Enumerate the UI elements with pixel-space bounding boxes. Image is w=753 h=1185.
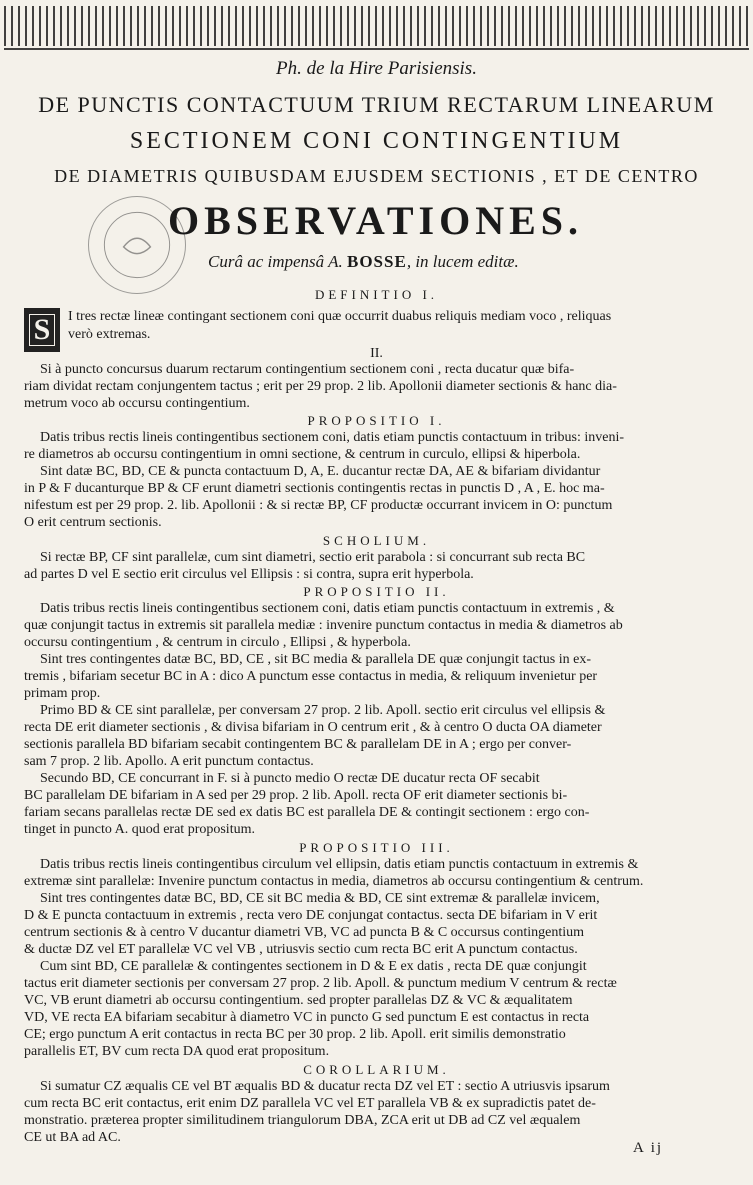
editor-pre: Curâ ac impensâ A. xyxy=(208,252,343,271)
text-line: recta DE erit diameter sectionis , & divisa bifariam in O centrum erit , & à centro O ducta OA diameter xyxy=(24,721,602,735)
text-line: occursu contingentium , & centrum in circulo , Ellipsi , & hyperbola. xyxy=(24,636,411,650)
text-line: parallelis ET, BV cum recta DA quod erat propositum. xyxy=(24,1045,330,1059)
text-line: nifestum est per 29 prop. 2. lib. Apollonii : & si rectæ BP, CF productæ occurrant invicem in O: punctum xyxy=(24,499,613,513)
top-ornament-border xyxy=(4,6,749,46)
text-line: tactus erit diameter sectionis per conversam 27 prop. 2 lib. Apoll. & punctum medium V centrum & rectæ xyxy=(24,977,617,991)
text-line: extremæ sint parallelæ: Invenire punctum contactus in media, diametros ab occursu contingentium & centrum. xyxy=(24,875,644,889)
text-line: CE; ergo punctum A erit contactus in recta BC per 30 prop. 2 lib. Apoll. erit similis demonstratio xyxy=(24,1028,566,1042)
text-line: SCHOLIUM. xyxy=(322,534,431,548)
text-line: PROPOSITIO I. xyxy=(307,414,446,428)
text-line: Sint datæ BC, BD, CE & puncta contactuum D, A, E. ducantur rectæ DA, AE & bifariam dividantur xyxy=(40,465,601,479)
text-line: sam 7 prop. 2 lib. Apollo. A erit punctum contactus. xyxy=(24,755,314,769)
text-line: tinget in puncto A. quod erat propositum. xyxy=(24,823,255,837)
text-line: primam prop. xyxy=(24,687,101,701)
author-line: Ph. de la Hire Parisiensis. xyxy=(276,58,477,79)
text-line: Sint tres contingentes datæ BC, BD, CE , sit BC media & parallela DE quæ conjungit tactus in ex- xyxy=(40,653,591,667)
text-line: BC parallelam DE bifariam in A sed per 29 prop. 2 lib. Apoll. recta OF erit diameter sectionis bi- xyxy=(24,789,568,803)
title-line-3: DE DIAMETRIS QUIBUSDAM EJUSDEM SECTIONIS , ET DE CENTRO xyxy=(54,166,699,186)
signature-mark: A ij xyxy=(633,1140,664,1156)
drop-capital xyxy=(24,308,60,352)
text-line: metrum voco ab occursu contingentium. xyxy=(24,397,250,411)
text-line: Cum sint BD, CE parallelæ & contingentes sectionem in D & E ex datis , recta DE quæ conjungit xyxy=(40,960,587,974)
text-line: Datis tribus rectis lineis contingentibus sectionem coni, datis etiam punctis contactuum in tribus: inveni- xyxy=(40,431,625,445)
editor-name: BOSSE xyxy=(347,252,407,271)
text-line: fariam secans parallelas rectæ DE sed ex datis BC est parallela DE & contingit sectionem : ergo con- xyxy=(24,806,590,820)
text-line: cum recta BC erit contactus, erit enim DZ parallela VC vel ET parallela VB & ex supradictis patet de- xyxy=(24,1097,596,1111)
text-line: II. xyxy=(370,347,383,361)
text-line: sectionis parallela BD bifariam secabit contingentem BC & parallelam DE in A ; ergo per conver- xyxy=(24,738,572,752)
text-line: re diametros ab occursu contingentium in omni sectione, & centrum in curculo, ellipsi & hiperbola. xyxy=(24,448,581,462)
text-line: & ductæ DZ vel ET parallelæ VC vel VB , utriusvis sectio cum recta BC erit A punctum contactus. xyxy=(24,943,578,957)
text-line: DEFINITIO I. xyxy=(314,288,439,302)
text-line: Si à puncto concursus duarum rectarum contingentium sectionem coni , recta ducatur quæ bifa- xyxy=(40,363,575,377)
text-line: Si rectæ BP, CF sint parallelæ, cum sint diametri, sectio erit parabola : si concurrant sub recta BC xyxy=(40,551,586,565)
text-line: PROPOSITIO III. xyxy=(299,841,454,855)
text-line: verò extremas. xyxy=(68,328,151,342)
editor-line xyxy=(208,252,519,272)
text-line: I tres rectæ lineæ contingant sectionem coni quæ occurrit duabus reliquis mediam voco , reliquas xyxy=(68,310,612,324)
text-line: monstratio. præterea propter similitudinem triangulorum DBA, ZCA erit ut DB ad CZ vel æqualem xyxy=(24,1114,581,1128)
text-line: Si sumatur CZ æqualis CE vel BT æqualis BD & ducatur recta DZ vel ET : sectio A utriusvis ipsarum xyxy=(40,1080,610,1094)
text-line: VD, VE recta EA bifariam secabitur à diametro VC in puncto G sed punctum E est contactus in recta xyxy=(24,1011,590,1025)
drop-capital-letter: S xyxy=(29,314,55,346)
text-line: COROLLARIUM. xyxy=(303,1063,450,1077)
editor-post: , in lucem editæ. xyxy=(406,252,519,271)
title-line-1: DE PUNCTIS CONTACTUUM TRIUM RECTARUM LINEARUM xyxy=(38,92,715,117)
text-line: quæ conjungit tactus in extremis sit parallela mediæ : invenire punctum contactus in media & diametros ab xyxy=(24,619,623,633)
title-line-2: SECTIONEM CONI CONTINGENTIUM xyxy=(129,128,624,154)
text-line: tremis , bifariam secetur BC in A : dico A punctum esse contactus in media, & reliquum invenietur per xyxy=(24,670,598,684)
text-line: Secundo BD, CE concurrant in F. si à puncto medio O rectæ DE ducatur recta OF secabit xyxy=(40,772,540,786)
text-line: Datis tribus rectis lineis contingentibus circulum vel ellipsin, datis etiam punctis contactuum in extremis & xyxy=(40,858,639,872)
text-line: Primo BD & CE sint parallelæ, per conversam 27 prop. 2 lib. Apoll. sectio erit circulus vel ellipsis & xyxy=(40,704,606,718)
text-line: ad partes D vel E sectio erit circulus vel Ellipsis : si contra, supra erit hyperbola. xyxy=(24,568,474,582)
text-line: riam dividat rectam conjungentem tactus ; erit per 29 prop. 2 lib. Apollonii diameter sectionis & hanc dia- xyxy=(24,380,617,394)
text-line: CE ut BA ad AC. xyxy=(24,1131,121,1145)
text-line: PROPOSITIO II. xyxy=(303,585,450,599)
text-line: Sint tres contingentes datæ BC, BD, CE sit BC media & BD, CE sint extremæ & parallelæ invicem, xyxy=(40,892,600,906)
text-line: VC, VB erunt diametri ab occursu contingentium. sed propter parallelas DZ & VC & æqualitatem xyxy=(24,994,573,1008)
text-line: Datis tribus rectis lineis contingentibus sectionem coni, datis etiam punctis contactuum in extremis , & xyxy=(40,602,615,616)
observationes-heading: OBSERVATIONES. xyxy=(168,198,584,243)
text-line: D & E puncta contactuum in extremis , recta vero DE conjungat contactus. secta DE bifariam in V erit xyxy=(24,909,598,923)
text-line: O erit centrum sectionis. xyxy=(24,516,162,530)
text-line: in P & F ducanturque BP & CF erunt diametri sectionis contingentis rectas in punctis D , A , E. hoc ma- xyxy=(24,482,605,496)
text-line: centrum sectionis & à centro V ducantur diametri VB, VC ad puncta B & C occursus contingentium xyxy=(24,926,585,940)
